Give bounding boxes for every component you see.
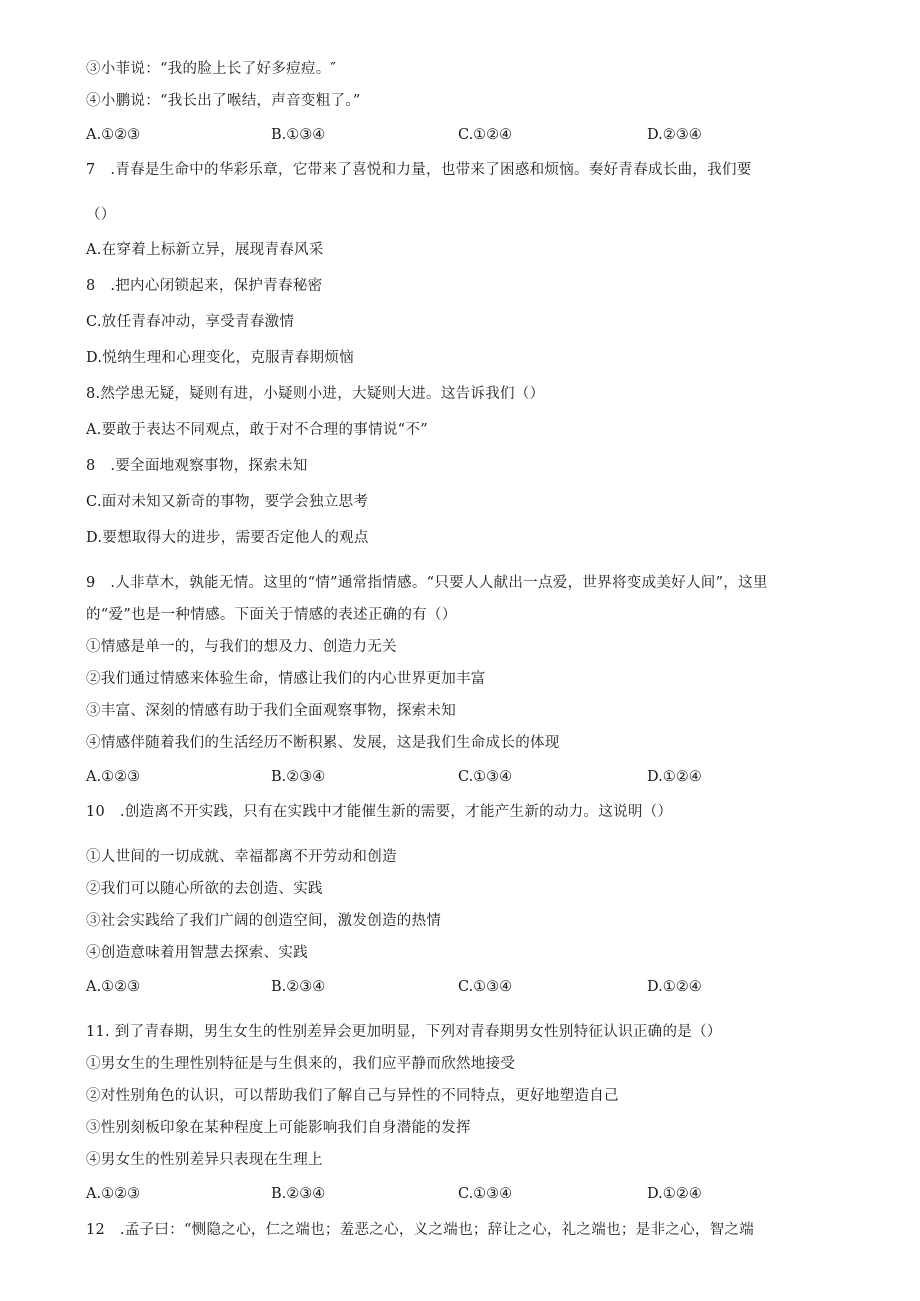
q10-option-a: A.①②③ (86, 979, 141, 995)
q11-option-c: C.①③④ (458, 1186, 513, 1202)
q9-item-3: ③丰富、深刻的情感有助于我们全面观察事物，探索未知 (86, 703, 456, 719)
q7-option-c: C.放任青春冲动，享受青春激情 (86, 314, 295, 330)
q6-option-c: C.①②④ (458, 127, 513, 143)
q11-item-2: ②对性别角色的认识，可以帮助我们了解自己与异性的不同特点，更好地塑造自己 (86, 1088, 619, 1104)
q9-stem-line-2: 的“爱”也是一种情感。下面关于情感的表述正确的有（） (86, 607, 457, 623)
q11-item-4: ④男女生的性别差异只表现在生理上 (86, 1152, 323, 1168)
q8-option-a: A.要敢于表达不同观点，敢于对不合理的事情说“不” (86, 422, 428, 438)
q10-option-c: C.①③④ (458, 979, 513, 995)
q9-item-1: ①情感是单一的，与我们的想及力、创造力无关 (86, 639, 397, 655)
q10-option-b: B.②③④ (271, 979, 326, 995)
q10-item-4: ④创造意味着用智慧去探索、实践 (86, 945, 308, 961)
q8-option-b: 8 .要全面地观察事物，探索未知 (86, 458, 308, 474)
q9-option-c: C.①③④ (458, 769, 513, 785)
q9-option-d: D.①②④ (647, 769, 702, 785)
q7-option-d: D.悦纳生理和心理变化，克服青春期烦恼 (86, 350, 354, 366)
q11-stem: 11. 到了青春期，男生女生的性别差异会更加明显，下列对青春期男女性别特征认识正确的是（） (86, 1024, 722, 1040)
q11-item-3: ③性别刻板印象在某种程度上可能影响我们自身潜能的发挥 (86, 1120, 471, 1136)
q8-option-d: D.要想取得大的进步，需要否定他人的观点 (86, 530, 369, 546)
q6-item-4: ④小鹏说：“我长出了喉结，声音变粗了。” (86, 93, 361, 109)
q9-item-4: ④情感伴随着我们的生活经历不断积累、发展，这是我们生命成长的体现 (86, 735, 560, 751)
q6-option-d: D.②③④ (647, 127, 702, 143)
q6-item-3: ③小菲说：“我的脸上长了好多痘痘。″ (86, 61, 337, 77)
q11-item-1: ①男女生的生理性别特征是与生俱来的，我们应平静而欣然地接受 (86, 1056, 516, 1072)
q9-option-b: B.②③④ (271, 769, 326, 785)
q12-stem: 12 .孟子曰：“恻隐之心，仁之端也；羞恶之心，义之端也；辞让之心，礼之端也；是非之心，智之端 (86, 1222, 755, 1238)
q10-item-3: ③社会实践给了我们广阔的创造空间，激发创造的热情 (86, 913, 442, 929)
q9-option-a: A.①②③ (86, 769, 141, 785)
q11-option-a: A.①②③ (86, 1186, 141, 1202)
q11-option-d: D.①②④ (647, 1186, 702, 1202)
q7-stem-line-2: （） (86, 207, 116, 223)
q7-stem-line-1: 7 .青春是生命中的华彩乐章，它带来了喜悦和力量，也带来了困惑和烦恼。奏好青春成长曲，我们要 (86, 162, 752, 178)
q10-stem: 10 .创造离不开实践，只有在实践中才能催生新的需要，才能产生新的动力。这说明（） (86, 804, 673, 820)
q7-option-b: 8 .把内心闭锁起来，保护青春秘密 (86, 278, 323, 294)
q10-item-2: ②我们可以随心所欲的去创造、实践 (86, 881, 323, 897)
q11-option-b: B.②③④ (271, 1186, 326, 1202)
q8-option-c: C.面对未知又新奇的事物，要学会独立思考 (86, 494, 369, 510)
q10-option-d: D.①②④ (647, 979, 702, 995)
q7-option-a: A.在穿着上标新立异，展现青春风采 (86, 242, 324, 258)
q9-item-2: ②我们通过情感来体验生命，情感让我们的内心世界更加丰富 (86, 671, 486, 687)
q10-item-1: ①人世间的一切成就、幸福都离不开劳动和创造 (86, 849, 397, 865)
q8-stem: 8.然学患无疑，疑则有进，小疑则小进，大疑则大进。这告诉我们（） (86, 386, 545, 402)
q9-stem-line-1: 9 .人非草木，孰能无情。这里的“情”通常指情感。“只要人人献出一点爱，世界将变成美好人间”，这里 (86, 575, 768, 591)
q6-option-a: A.①②③ (86, 127, 141, 143)
q6-option-b: B.①③④ (271, 127, 326, 143)
